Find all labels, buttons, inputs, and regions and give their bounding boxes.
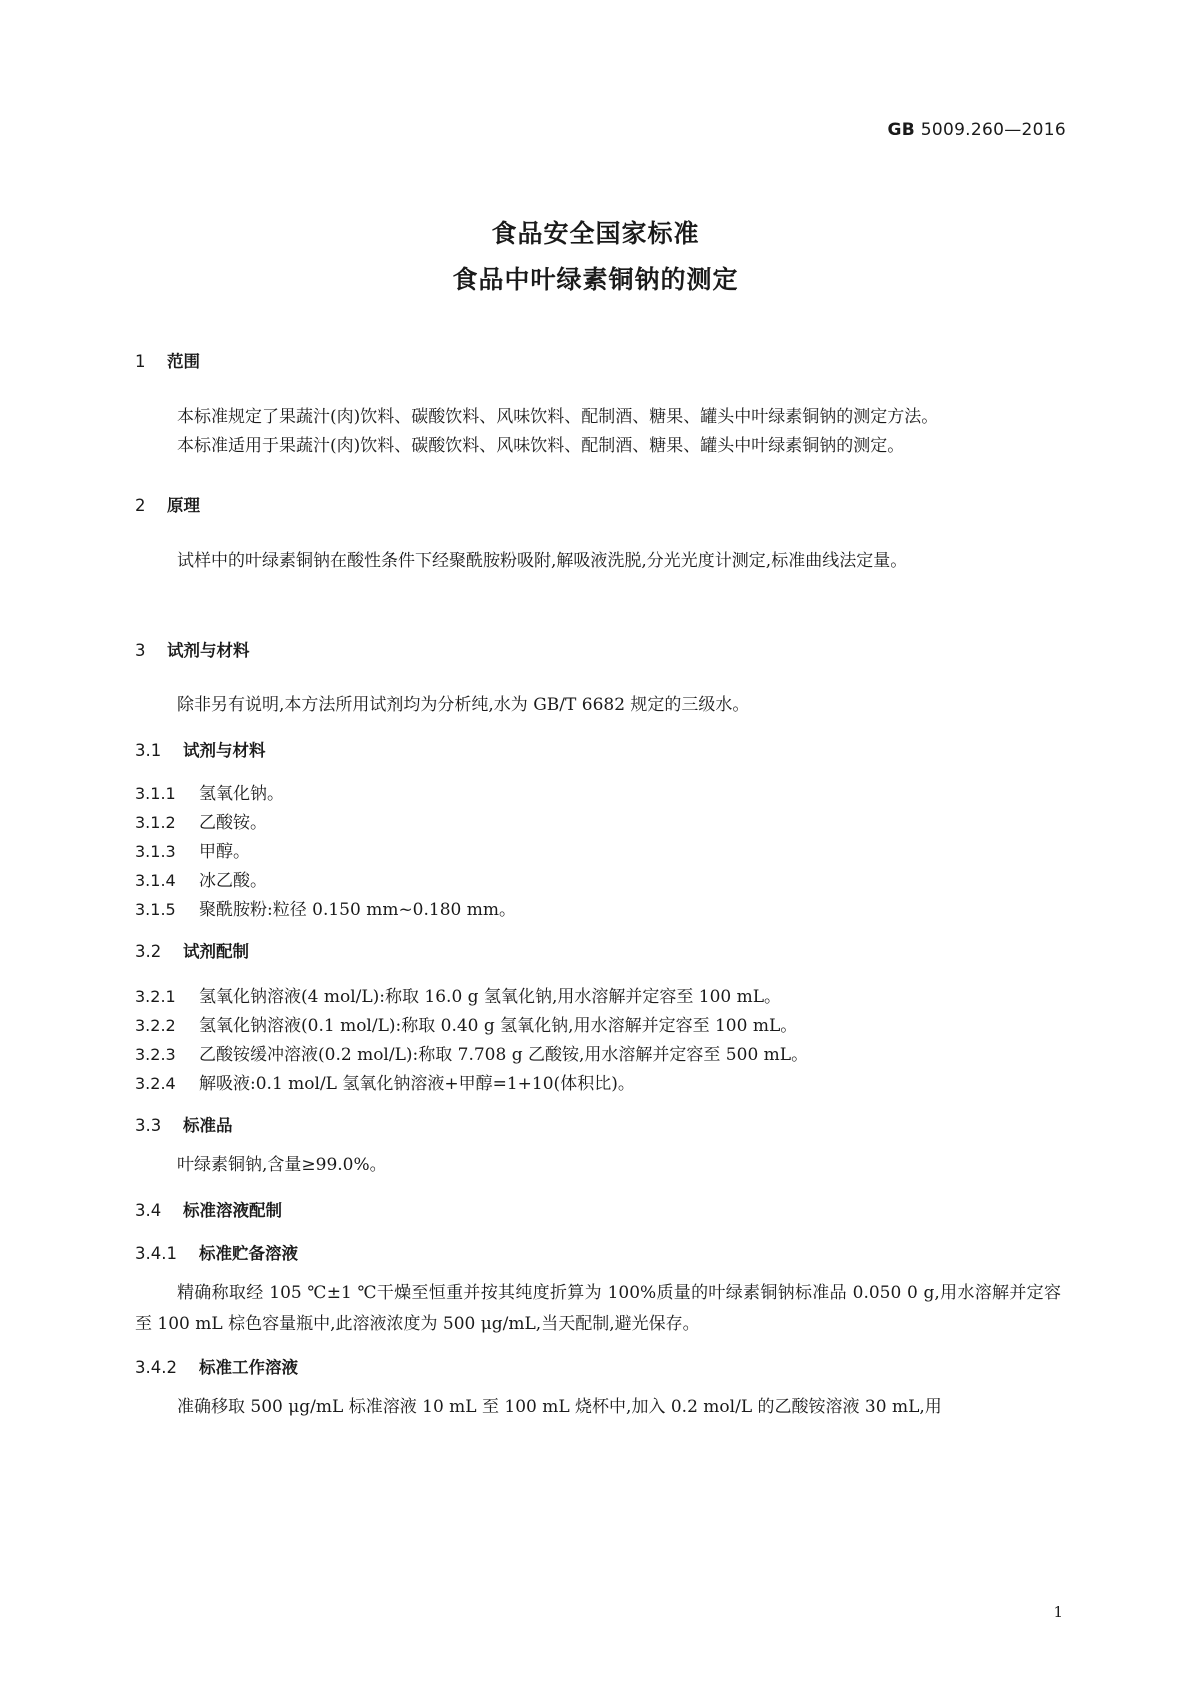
list-item (135, 895, 1061, 920)
item-number: 3.2.2 (135, 1016, 176, 1035)
section-title: 标准溶液配制 (183, 1201, 282, 1220)
section-1-heading (135, 348, 200, 372)
section-title: 试剂与材料 (183, 741, 266, 760)
section-1-paragraph-2: 本标准适用于果蔬汁(肉)饮料、碳酸饮料、风味饮料、配制酒、糖果、罐头中叶绿素铜钠的测定。 (177, 436, 905, 456)
item-number: 3.2.4 (135, 1074, 176, 1093)
section-title: 标准贮备溶液 (199, 1244, 298, 1263)
document-subtitle: 食品中叶绿素铜钠的测定 (452, 265, 739, 294)
item-number: 3.1.5 (135, 900, 176, 919)
list-item (135, 1011, 1061, 1036)
section-3-3-paragraph: 叶绿素铜钠,含量≥99.0%。 (177, 1155, 387, 1175)
list-item (135, 808, 1061, 833)
section-3-4-1-heading (135, 1240, 298, 1264)
standard-code (887, 120, 1066, 140)
section-number: 3.4.1 (135, 1244, 177, 1263)
section-2-paragraph: 试样中的叶绿素铜钠在酸性条件下经聚酰胺粉吸附,解吸液洗脱,分光光度计测定,标准曲线法定量。 (177, 551, 908, 571)
item-text: 乙酸铵。 (199, 813, 267, 833)
list-item (135, 982, 1061, 1007)
section-title: 范围 (167, 352, 200, 371)
section-title: 试剂配制 (183, 942, 249, 961)
item-number: 3.1.1 (135, 784, 176, 803)
list-item (135, 866, 1061, 891)
list-item (135, 779, 1061, 804)
section-number: 1 (135, 352, 146, 371)
item-number: 3.2.3 (135, 1045, 176, 1064)
section-3-3-heading (135, 1112, 233, 1136)
list-item (135, 837, 1061, 862)
item-text: 氢氧化钠。 (199, 784, 284, 804)
section-number: 3.3 (135, 1116, 162, 1135)
section-3-1-heading (135, 737, 266, 761)
section-title: 标准品 (183, 1116, 233, 1135)
section-title: 标准工作溶液 (199, 1358, 298, 1377)
list-item (135, 1040, 1061, 1065)
item-text: 乙酸铵缓冲溶液(0.2 mol/L):称取 7.708 g 乙酸铵,用水溶解并定容至 500 mL。 (199, 1045, 809, 1065)
section-3-paragraph: 除非另有说明,本方法所用试剂均为分析纯,水为 GB/T 6682 规定的三级水。 (177, 695, 750, 715)
section-title: 原理 (167, 496, 200, 515)
item-text: 聚酰胺粉:粒径 0.150 mm~0.180 mm。 (199, 900, 516, 920)
section-number: 3.2 (135, 942, 162, 961)
section-3-heading (135, 637, 250, 661)
section-3-4-2-heading (135, 1354, 298, 1378)
section-3-4-2-paragraph: 准确移取 500 μg/mL 标准溶液 10 mL 至 100 mL 烧杯中,加入 0.2 mol/L 的乙酸铵溶液 30 mL,用 (177, 1397, 942, 1417)
item-text: 氢氧化钠溶液(4 mol/L):称取 16.0 g 氢氧化钠,用水溶解并定容至 100 mL。 (199, 987, 782, 1007)
section-3-4-1-paragraph: 精确称取经 105 ℃±1 ℃干燥至恒重并按其纯度折算为 100%质量的叶绿素铜钠标准品 0.050 0 g,用水溶解并定容至 100 mL 棕色容量瓶中,此溶液浓度为 500 μg/mL,当天配制,避光保存。 (135, 1283, 1061, 1334)
document-title: 食品安全国家标准 (491, 219, 700, 248)
section-number: 3 (135, 641, 146, 660)
item-number: 3.1.4 (135, 871, 176, 890)
section-number: 2 (135, 496, 146, 515)
item-text: 冰乙酸。 (199, 871, 267, 891)
section-3-2-heading (135, 938, 249, 962)
section-2-heading (135, 492, 200, 516)
section-1-paragraph-1: 本标准规定了果蔬汁(肉)饮料、碳酸饮料、风味饮料、配制酒、糖果、罐头中叶绿素铜钠的测定方法。 (177, 407, 939, 427)
section-number: 3.4 (135, 1201, 162, 1220)
item-text: 氢氧化钠溶液(0.1 mol/L):称取 0.40 g 氢氧化钠,用水溶解并定容至 100 mL。 (199, 1016, 798, 1036)
item-number: 3.1.3 (135, 842, 176, 861)
item-number: 3.2.1 (135, 987, 176, 1006)
item-text: 解吸液:0.1 mol/L 氢氧化钠溶液+甲醇=1+10(体积比)。 (199, 1074, 635, 1094)
list-item (135, 1069, 1061, 1094)
item-text: 甲醇。 (199, 842, 250, 862)
standard-code-number: 5009.260—2016 (920, 120, 1066, 140)
page-number: 1 (1053, 1603, 1063, 1621)
section-number: 3.1 (135, 741, 162, 760)
section-3-4-heading (135, 1197, 282, 1221)
section-number: 3.4.2 (135, 1358, 177, 1377)
section-title: 试剂与材料 (167, 641, 250, 660)
item-number: 3.1.2 (135, 813, 176, 832)
standard-code-prefix: GB (887, 120, 915, 140)
